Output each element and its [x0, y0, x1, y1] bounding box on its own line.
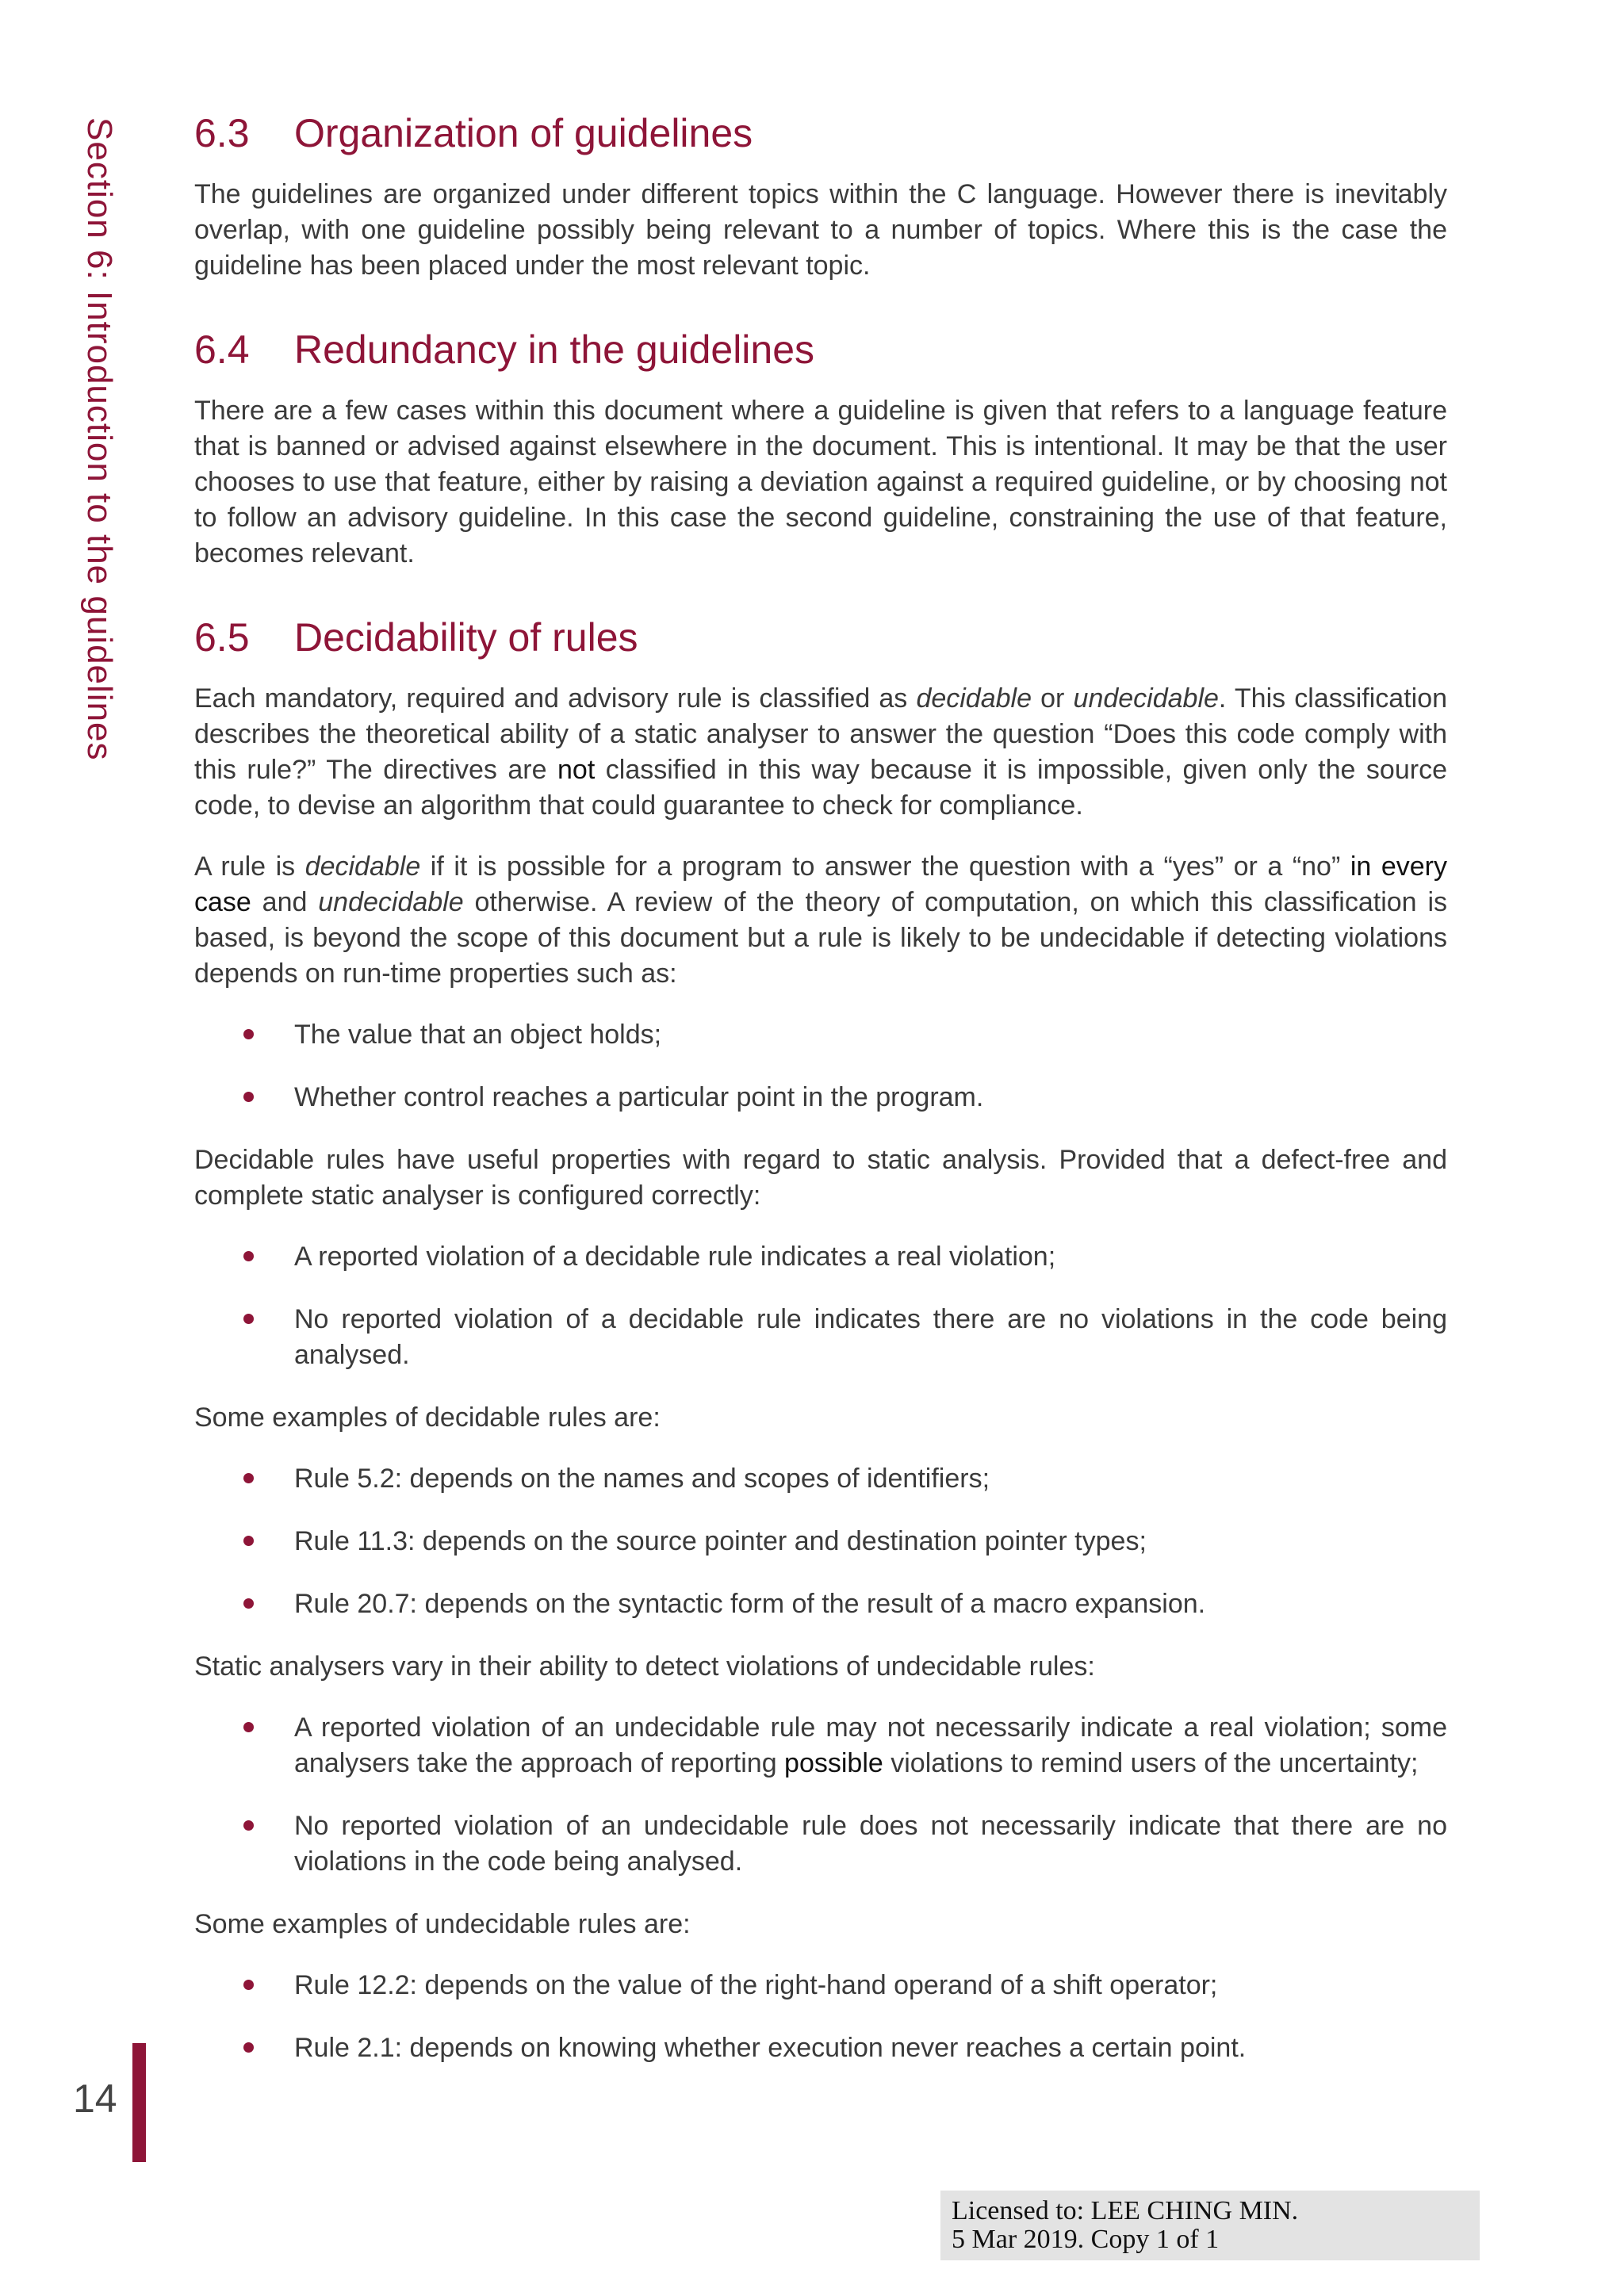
- list-item: [194, 2030, 1447, 2066]
- list-item: [194, 1239, 1447, 1275]
- section-title: Redundancy in the guidelines: [294, 327, 815, 372]
- list-item-text: Whether control reaches a particular point in the program.: [294, 1082, 984, 1112]
- paragraph: Decidable rules have useful properties with regard to static analysis. Provided that a defect-free and complete static analyser is configured correctly:: [194, 1145, 1447, 1211]
- section-number: 6.4: [194, 327, 250, 372]
- bullet-icon: [243, 1536, 254, 1546]
- term-decidable: decidable: [916, 683, 1032, 714]
- section-heading: [194, 107, 1447, 159]
- term-decidable: decidable: [304, 851, 421, 882]
- license-line: Licensed to: LEE CHING MIN.: [952, 2196, 1299, 2225]
- list-item: [194, 1710, 1447, 1781]
- bullet-icon: [243, 1251, 254, 1261]
- list-item-text: The value that an object holds;: [294, 1020, 662, 1050]
- section-title: Decidability of rules: [294, 615, 638, 660]
- text-run: classified in this way because it is impossible, given only the source code, to devise an algorithm that could guarantee to check for compliance.: [194, 755, 1447, 821]
- section-title: Organization of guidelines: [294, 111, 753, 155]
- bullet-icon: [243, 1473, 254, 1483]
- bullet-icon: [243, 1598, 254, 1609]
- bullet-icon: [243, 1314, 254, 1324]
- list-item-text: No reported violation of an undecidable rule does not necessarily indicate that there are no violations in the code being analysed.: [294, 1811, 1447, 1877]
- page-accent-bar: [132, 2043, 146, 2162]
- section-6-3: [194, 107, 1447, 284]
- bullet-icon: [243, 1980, 254, 1990]
- text-run: violations to remind users of the uncertainty;: [883, 1748, 1419, 1778]
- section-side-title: Section 6: Introduction to the guidelines: [80, 117, 119, 761]
- section-number: 6.5: [194, 615, 250, 660]
- list-item: [194, 1524, 1447, 1559]
- emphasis-possible: possible: [784, 1748, 883, 1778]
- bullet-list: [194, 1017, 1447, 1115]
- license-line: 5 Mar 2019. Copy 1 of 1: [952, 2225, 1220, 2254]
- list-item: [194, 1968, 1447, 2003]
- section-6-4: [194, 323, 1447, 572]
- paragraph: Some examples of undecidable rules are:: [194, 1909, 691, 1939]
- text-run: otherwise. A review of the theory of computation, on which this classification is based, is beyond the scope of this document but a rule is likely to be undecidable if detecting violations depends on run-time properties such as:: [194, 887, 1447, 989]
- bullet-list: [194, 1968, 1447, 2066]
- emphasis-in-every-case: in every case: [194, 851, 1447, 917]
- list-item-text: Rule 12.2: depends on the value of the right-hand operand of a shift operator;: [294, 1970, 1218, 2000]
- list-item-text: Rule 2.1: depends on knowing whether execution never reaches a certain point.: [294, 2033, 1247, 2063]
- paragraph: [194, 681, 1447, 824]
- emphasis-not: not: [557, 755, 596, 785]
- text-run: or: [1032, 683, 1074, 714]
- list-item: [194, 1080, 1447, 1115]
- section-heading: [194, 611, 1447, 664]
- document-body: [194, 107, 1447, 2093]
- paragraph: Static analysers vary in their ability to detect violations of undecidable rules:: [194, 1651, 1095, 1682]
- text-run: and: [251, 887, 319, 917]
- bullet-list: [194, 1239, 1447, 1373]
- list-item: [194, 1586, 1447, 1622]
- term-undecidable: undecidable: [1073, 683, 1219, 714]
- section-heading: [194, 323, 1447, 376]
- bullet-icon: [243, 1820, 254, 1831]
- list-item-text: Rule 20.7: depends on the syntactic form of the result of a macro expansion.: [294, 1589, 1206, 1619]
- bullet-icon: [243, 2042, 254, 2053]
- text-run: A rule is: [194, 851, 305, 882]
- section-6-5: [194, 611, 1447, 2066]
- list-item: [194, 1461, 1447, 1497]
- bullet-icon: [243, 1722, 254, 1732]
- list-item-text: Rule 5.2: depends on the names and scopes of identifiers;: [294, 1464, 990, 1494]
- paragraph: [194, 849, 1447, 992]
- text-run: Each mandatory, required and advisory rule is classified as: [194, 683, 917, 714]
- list-item-text: A reported violation of a decidable rule indicates a real violation;: [294, 1242, 1056, 1272]
- list-item-text: No reported violation of a decidable rule indicates there are no violations in the code being analysed.: [294, 1304, 1447, 1370]
- paragraph: There are a few cases within this document where a guideline is given that refers to a language feature that is banned or advised against elsewhere in the document. This is intentional. It may be that the user chooses to use that feature, either by raising a deviation against a required guideline, or by choosing not to follow an advisory guideline. In this case the second guideline, constraining the use of that feature, becomes relevant.: [194, 396, 1447, 568]
- bullet-list: [194, 1461, 1447, 1622]
- bullet-list: [194, 1710, 1447, 1880]
- bullet-icon: [243, 1029, 254, 1039]
- list-item: [194, 1302, 1447, 1373]
- license-stamp: [940, 2191, 1480, 2260]
- paragraph: Some examples of decidable rules are:: [194, 1402, 661, 1433]
- page-number: 14: [73, 2076, 117, 2121]
- section-number: 6.3: [194, 111, 250, 155]
- list-item: [194, 1808, 1447, 1880]
- bullet-icon: [243, 1092, 254, 1102]
- paragraph: The guidelines are organized under different topics within the C language. However there is inevitably overlap, with one guideline possibly being relevant to a number of topics. Where this is the case the guideline has been placed under the most relevant topic.: [194, 179, 1447, 281]
- text-run: . This classification describes the theoretical ability of a static analyser to answer the question “Does this code comply with this rule?” The directives are: [194, 683, 1448, 785]
- text-run: if it is possible for a program to answer the question with a “yes” or a “no”: [420, 851, 1350, 882]
- list-item-text: Rule 11.3: depends on the source pointer and destination pointer types;: [294, 1526, 1147, 1556]
- text-run: A reported violation of an undecidable rule may not necessarily indicate a real violation; some analysers take the approach of reporting: [294, 1712, 1447, 1778]
- term-undecidable: undecidable: [318, 887, 464, 917]
- list-item: [194, 1017, 1447, 1053]
